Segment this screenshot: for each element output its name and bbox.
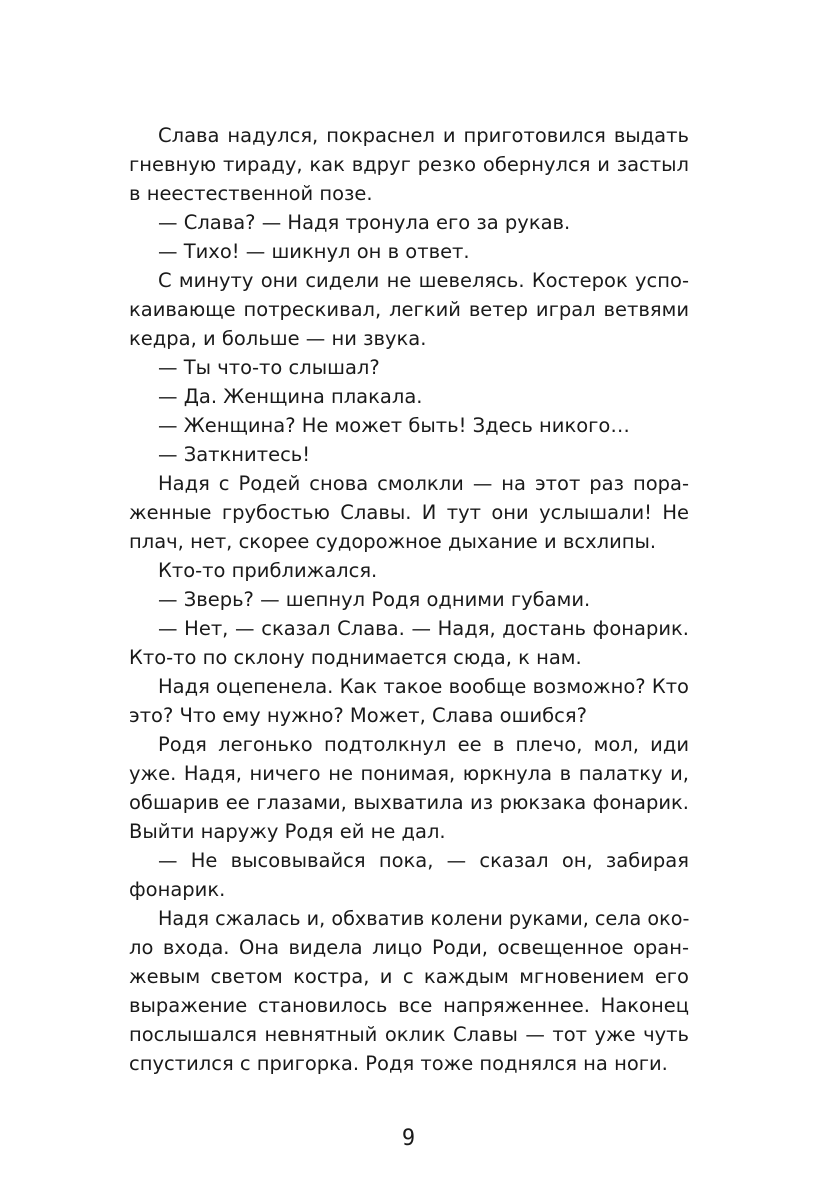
text-line: — Ты что-то слышал? (158, 356, 380, 379)
text-line: послышался невнятный оклик Славы — тот уже чуть (129, 1023, 689, 1046)
page-number: 9 (401, 1126, 416, 1151)
text-line: Кто-то приближался. (158, 559, 378, 582)
text-line: Надя сжалась и, обхватив колени руками, села око- (158, 907, 690, 930)
text-line: кедра, и больше — ни звука. (129, 327, 427, 350)
text-line: гневную тираду, как вдруг резко обернулся и застыл (129, 153, 689, 176)
text-line: — Зверь? — шепнул Родя одними губами. (158, 588, 591, 611)
text-line: уже. Надя, ничего не понимая, юркнула в палатку и, (129, 762, 689, 785)
text-line: Слава надулся, покраснел и приготовился выдать (158, 124, 689, 147)
text-line: в неестественной позе. (129, 182, 373, 205)
text-line: жевым светом костра, и с каждым мгновением его (129, 965, 689, 988)
text-line: Выйти наружу Родя ей не дал. (129, 820, 446, 843)
text-line: — Заткнитесь! (158, 443, 311, 466)
text-line: — Да. Женщина плакала. (158, 385, 423, 408)
text-line: — Женщина? Не может быть! Здесь никого… (158, 414, 630, 437)
text-line: фонарик. (129, 878, 226, 901)
text-line: Кто-то по склону поднимается сюда, к нам. (129, 646, 582, 669)
text-line: выражение становилось все напряженнее. Наконец (129, 994, 689, 1017)
text-line: Родя легонько подтолкнул ее в плечо, мол, иди (158, 733, 689, 756)
text-line: это? Что ему нужно? Может, Слава ошибся? (129, 704, 587, 727)
body-text (129, 121, 689, 1078)
text-line: — Тихо! — шикнул он в ответ. (158, 240, 470, 263)
text-line: женные грубостью Славы. И тут они услышали! Не (129, 501, 689, 524)
text-line: — Нет, — сказал Слава. — Надя, достань фонарик. (158, 617, 689, 640)
text-line: спустился с пригорка. Родя тоже поднялся на ноги. (129, 1052, 668, 1075)
text-line: Надя с Родей снова смолкли — на этот раз пора- (158, 472, 689, 495)
text-line: плач, нет, скорее судорожное дыхание и всхлипы. (129, 530, 657, 553)
text-line: — Не высовывайся пока, — сказал он, забирая (158, 849, 689, 872)
text-line: С минуту они сидели не шевелясь. Костерок успо- (158, 269, 689, 292)
text-line: обшарив ее глазами, выхватила из рюкзака фонарик. (129, 791, 689, 814)
text-line: — Слава? — Надя тронула его за рукав. (158, 211, 571, 234)
text-line: каивающе потрескивал, легкий ветер играл ветвями (129, 298, 689, 321)
text-line: ло входа. Она видела лицо Роди, освещенное оран- (129, 936, 689, 959)
text-line: Надя оцепенела. Как такое вообще возможно? Кто (158, 675, 689, 698)
